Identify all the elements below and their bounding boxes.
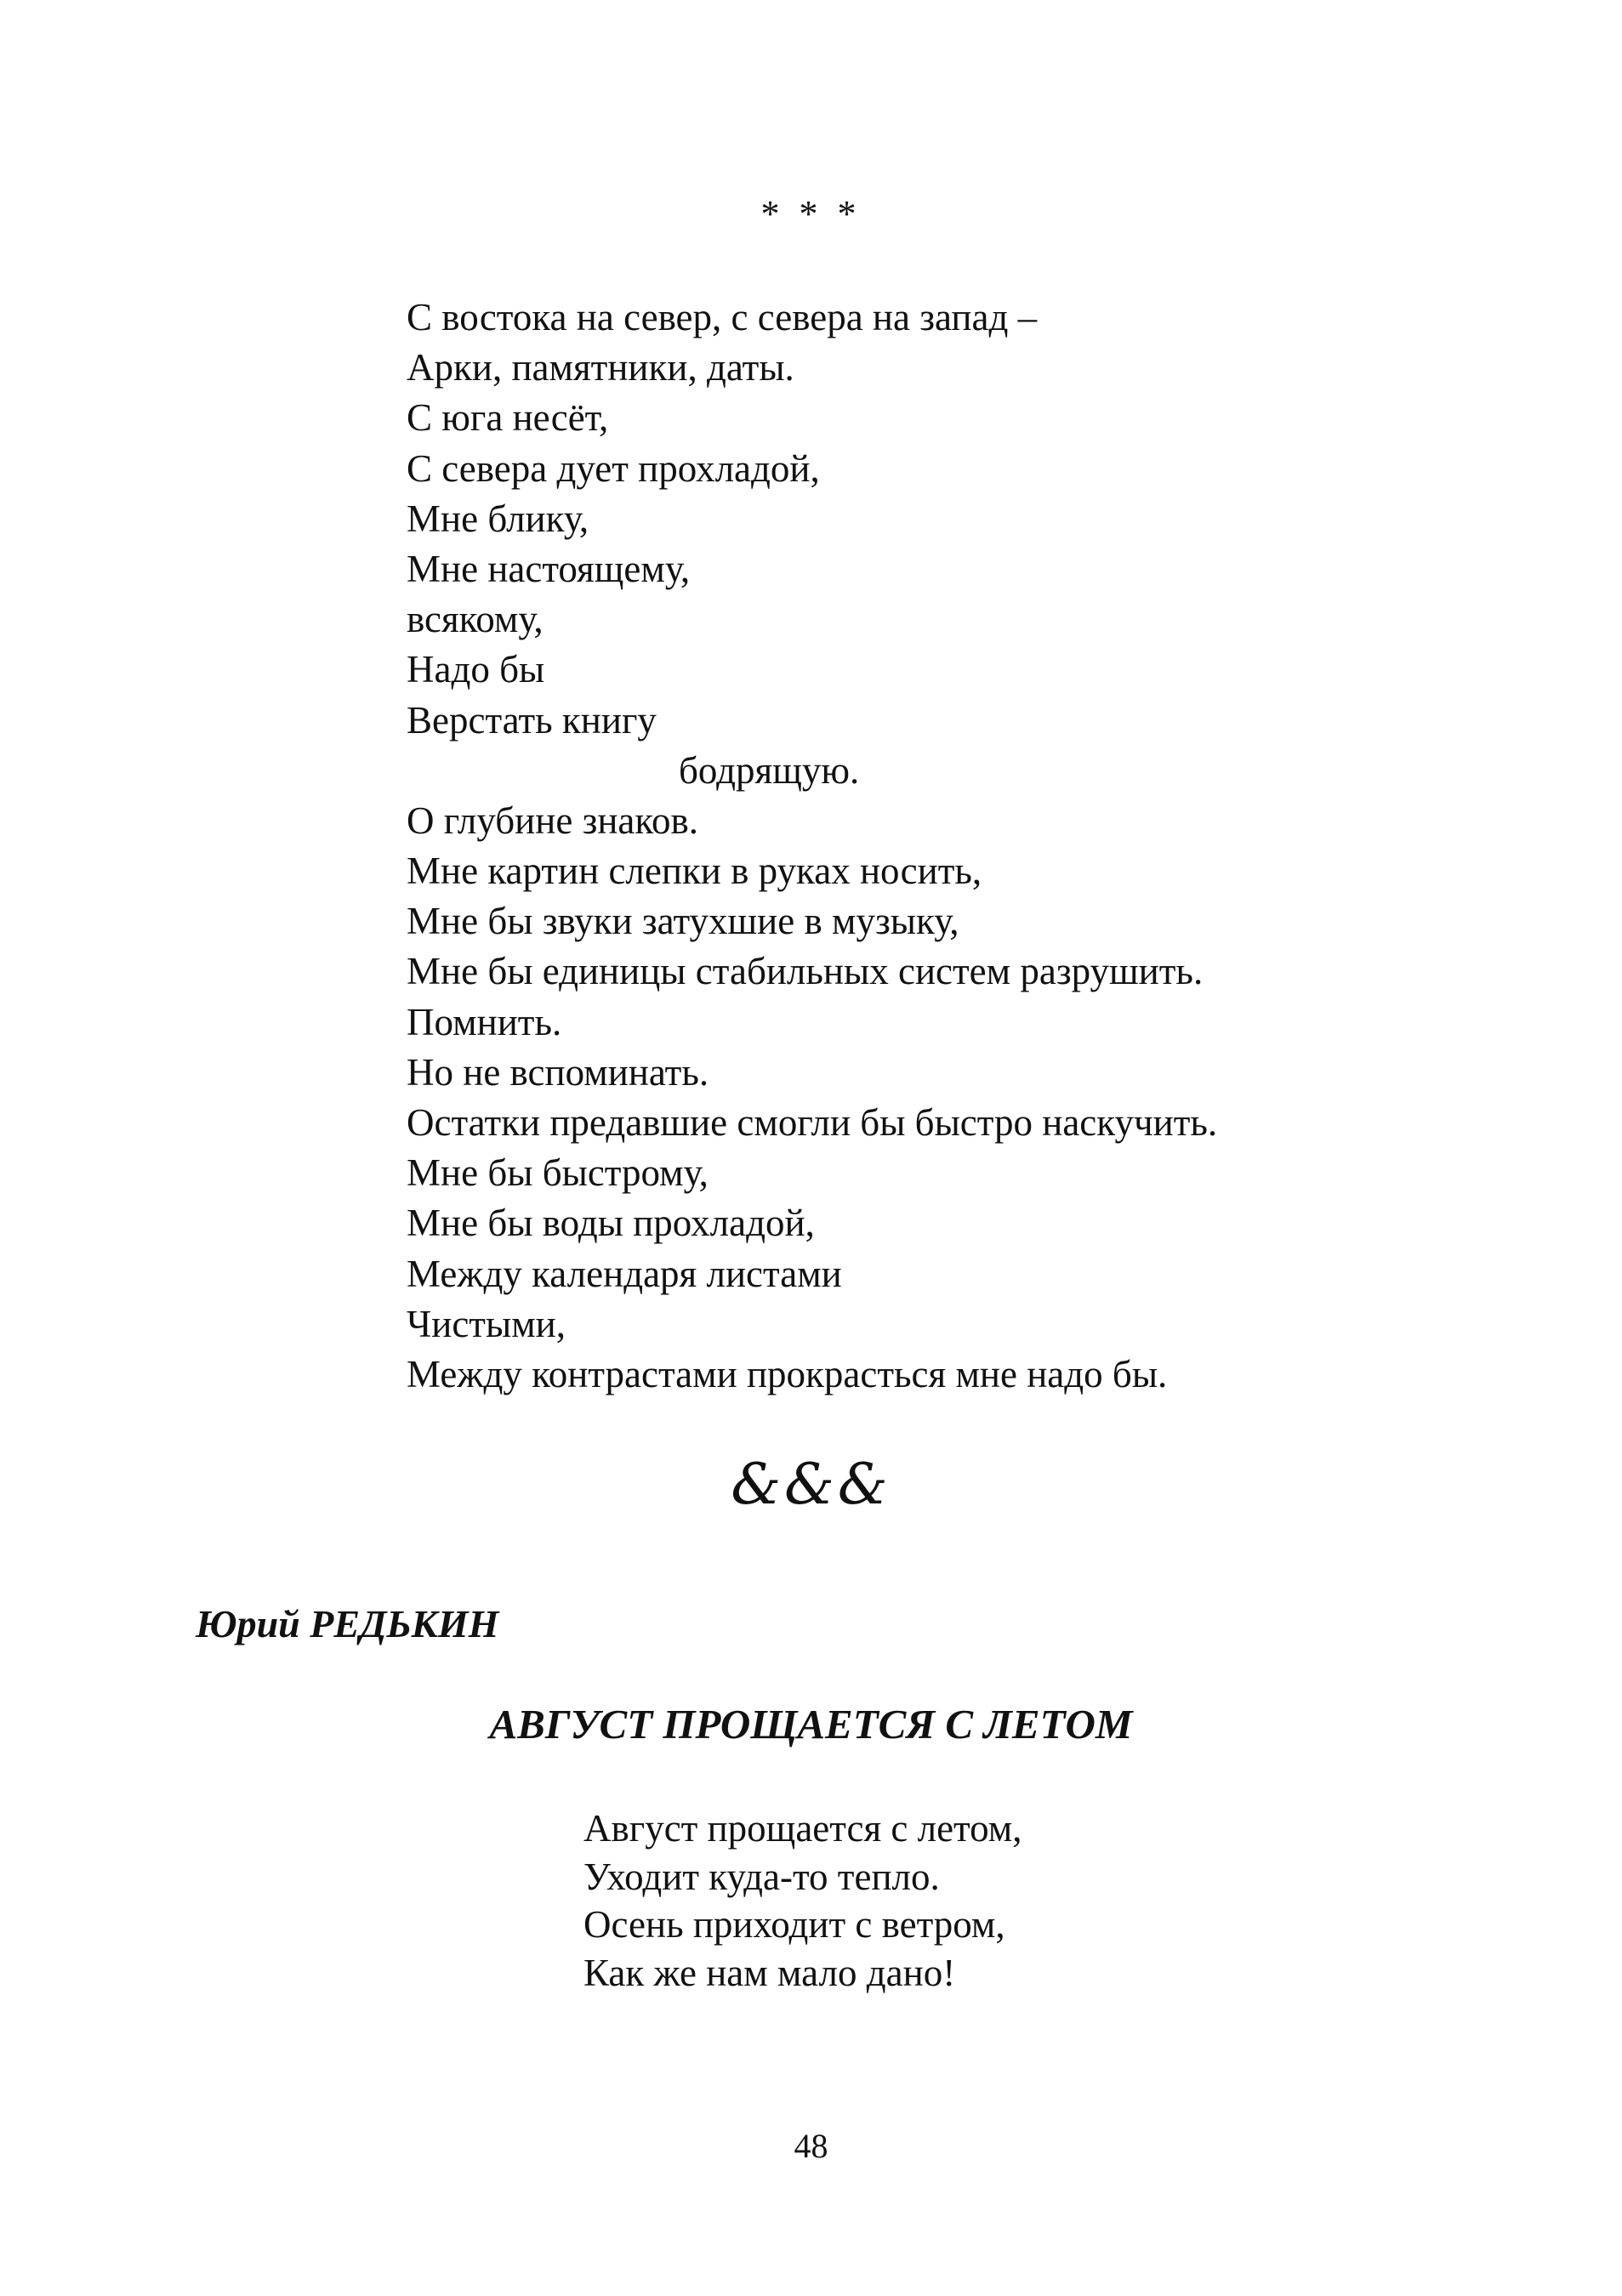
- poem-line: всякому,: [407, 598, 544, 641]
- poem-line: Но не вспоминать.: [407, 1050, 709, 1094]
- poem-line: Мне настоящему,: [407, 547, 691, 590]
- poem-line: Помнить.: [407, 1000, 562, 1043]
- poem-second: [583, 1804, 1434, 1997]
- poem-line: Между контрастами прокрасться мне надо бы.: [407, 1352, 1168, 1395]
- poem-line: Как же нам мало дано!: [583, 1951, 956, 1994]
- poem-line: Уходит куда-то тепло.: [583, 1855, 940, 1898]
- poem-line: Надо бы: [407, 648, 545, 691]
- ornament-separator: &&&: [731, 1452, 891, 1517]
- poem-line: С юга несёт,: [407, 396, 609, 440]
- poem-line: Август прощается с летом,: [583, 1807, 1022, 1850]
- poem-line: С востока на север, с севера на запад –: [407, 296, 1038, 338]
- page-number: 48: [794, 2127, 828, 2165]
- poem-line: Мне бы воды прохладой,: [407, 1202, 815, 1245]
- poem-line: Между календаря листами: [407, 1252, 842, 1295]
- poem-line-indented: бодрящую.: [679, 748, 860, 792]
- poem-line: Мне картин слепки в руках носить,: [407, 850, 982, 893]
- poem-line: Мне блику,: [407, 497, 589, 540]
- poem-title: АВГУСТ ПРОЩАЕТСЯ С ЛЕТОМ: [489, 1701, 1133, 1748]
- poem-line: Мне бы единицы стабильных систем разрушить.: [407, 950, 1204, 993]
- poem-line: Остатки предавшие смогли бы быстро наскучить.: [407, 1101, 1218, 1144]
- poem-line: Осень приходит с ветром,: [583, 1903, 1005, 1946]
- section-separator: * * *: [760, 193, 862, 235]
- poem-first: [407, 293, 1512, 1400]
- poem-line: О глубине знаков.: [407, 798, 698, 842]
- poem-line: Верстать книгу: [407, 698, 657, 742]
- author-name: Юрий РЕДЬКИН: [196, 1602, 499, 1645]
- poem-line: Арки, памятники, даты.: [407, 346, 794, 389]
- poem-line: С севера дует прохладой,: [407, 446, 820, 490]
- poem-line: Мне бы звуки затухшие в музыку,: [407, 900, 959, 943]
- poem-line: Чистыми,: [407, 1302, 566, 1345]
- poem-line: Мне бы быстрому,: [407, 1151, 709, 1195]
